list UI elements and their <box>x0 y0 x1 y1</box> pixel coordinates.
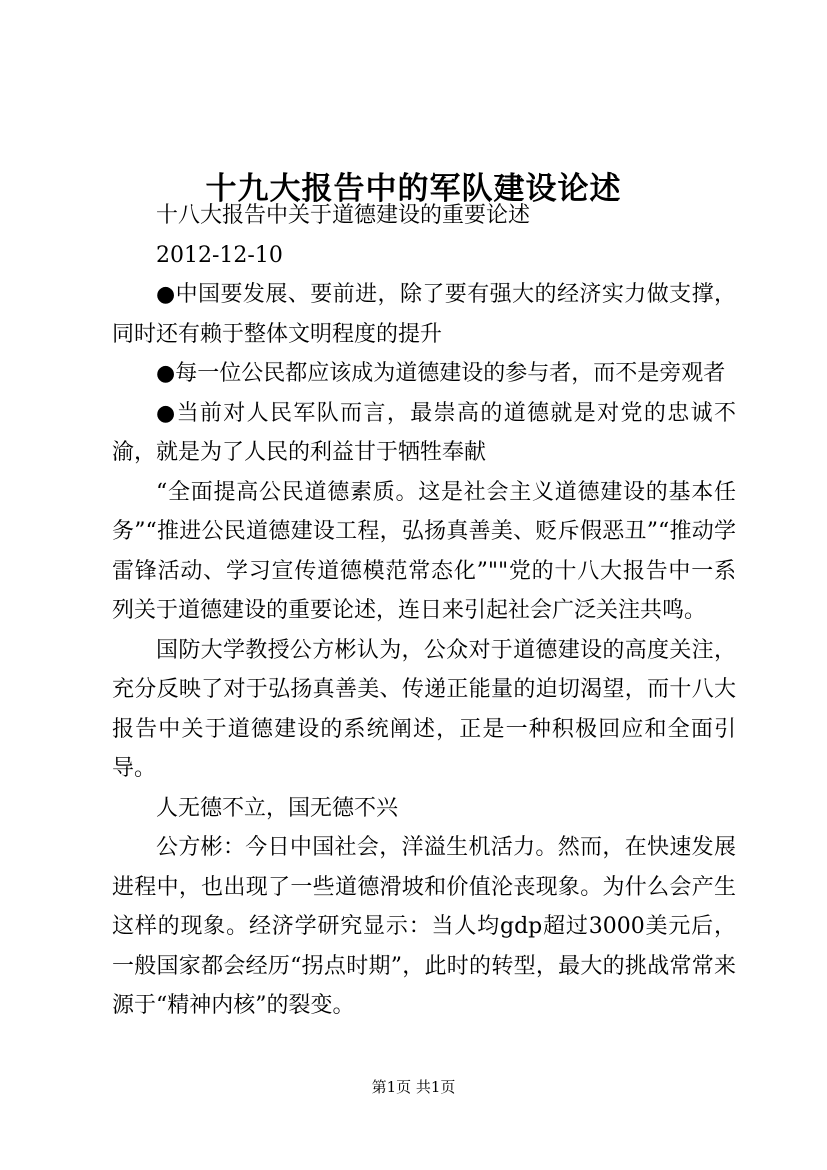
date-paragraph: 2012-12-10 <box>156 242 283 268</box>
body-paragraph: “全面提高公民道德素质。这是社会主义道德建设的基本任务”“推进公民道德建设工程，弘扬真善美、贬斥假恶丑”“推动学雷锋活动、学习宣传道德模范常态化”""党的十八大报告中一系列关于道德建设的重要论述，连日来引起社会广泛关注共鸣。 <box>112 479 736 623</box>
section-heading-paragraph: 人无德不立，国无德不兴 <box>156 795 399 821</box>
subheading-paragraph: 十八大报告中关于道德建设的重要论述 <box>156 203 531 228</box>
body-paragraph: 国防大学教授公方彬认为，公众对于道德建设的高度关注，充分反映了对于弘扬真善美、传递正能量的迫切渴望，而十八大报告中关于道德建设的系统阐述，正是一种积极回应和全面引导。 <box>112 637 736 781</box>
bullet-paragraph: ●中国要发展、要前进，除了要有强大的经济实力做支撑，同时还有赖于整体文明程度的提升 <box>112 282 736 347</box>
document-title: 十九大报告中的军队建设论述 <box>205 170 622 207</box>
page-number-footer: 第1页 共1页 <box>371 1078 456 1096</box>
body-paragraph: 公方彬：今日中国社会，洋溢生机活力。然而，在快速发展进程中，也出现了一些道德滑坡和价值沦丧现象。为什么会产生这样的现象。经济学研究显示：当人均gdp超过3000美元后，一般国家都会经历“拐点时期”，此时的转型，最大的挑战常常来源于“精神内核”的裂变。 <box>112 835 736 1018</box>
bullet-paragraph: ●当前对人民军队而言，最崇高的道德就是对党的忠诚不渝，就是为了人民的利益甘于牺牲奉献 <box>112 400 736 465</box>
document-body <box>112 196 736 1026</box>
bullet-paragraph: ●每一位公民都应该成为道德建设的参与者，而不是旁观者 <box>156 361 726 386</box>
